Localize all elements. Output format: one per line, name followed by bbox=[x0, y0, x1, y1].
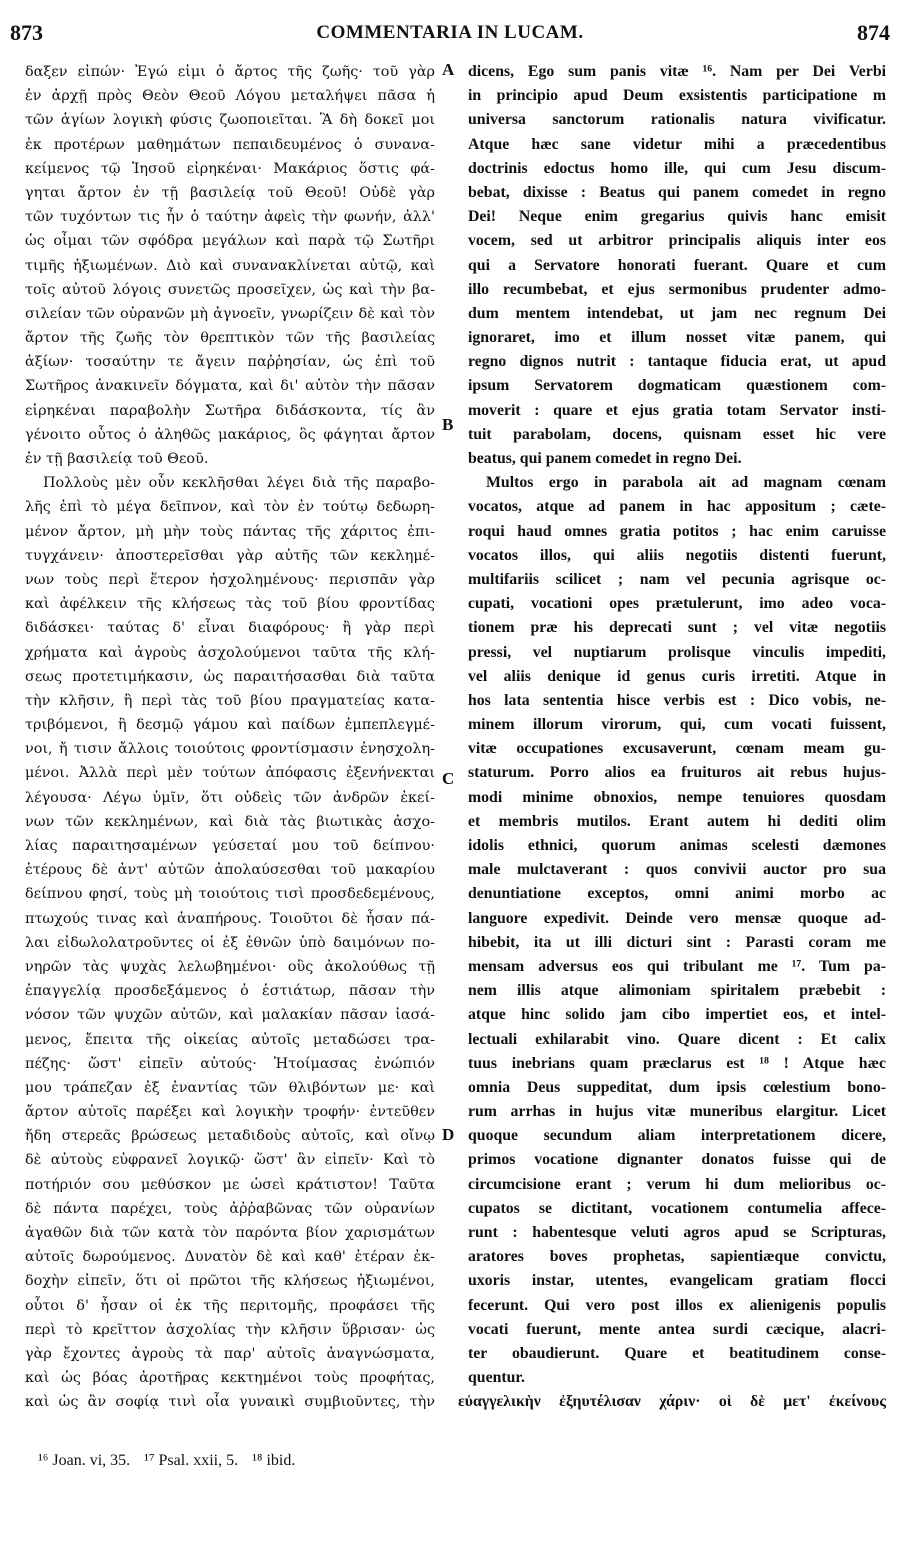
greek-text-line: τυγχάνειν· ἀποστερεῖσθαι γὰρ αὐτῆς τῶν κεκλημέ- bbox=[25, 547, 435, 564]
latin-text-line: dicens, Ego sum panis vitæ ¹⁶. Nam per Dei Verbi bbox=[468, 63, 886, 80]
greek-text-line: δείπνου φησί, τοὺς μὴ τοιούτοις τισὶ προσδεδεμένους, bbox=[25, 886, 435, 903]
latin-text-line: doctrinis edoctus homo ille, qui cum Jesu discum- bbox=[468, 159, 886, 177]
greek-text-line: νόσον τῶν ψυχῶν αὐτῶν, καὶ μαλακίαν πᾶσαν ἰασά- bbox=[25, 1007, 435, 1024]
greek-text-line: νων τῶν κεκλημένων, καὶ διὰ τὰς βιωτικὰς ἀσχο- bbox=[25, 813, 435, 830]
greek-text-line: περὶ τὸ κρεῖττον ἀσχολίας τὴν κλῆσιν ὕβρισαν· ὡς bbox=[25, 1321, 435, 1338]
greek-text-line: Σωτῆρος ἀνακινεῖν δόγματα, καὶ δι' αὐτὸν τὴν πᾶσαν bbox=[25, 378, 435, 395]
latin-text-line: vel aliis denique id genus curis irretiti. Atque in bbox=[468, 667, 886, 685]
latin-text-line: quoque secundum aliam interpretationem dicere, bbox=[468, 1127, 886, 1145]
latin-text-line: atque hinc solido jam cibo impertiet eos, et intel- bbox=[468, 1006, 886, 1024]
greek-text-line: εἰρηκέναι παραβολὴν Σωτῆρα διδάσκοντα, τίς ἂν bbox=[25, 402, 435, 419]
greek-text-line: ἀγαθῶν διὰ τῶν κατὰ τὸν παρόντα βίον χαρισμάτων bbox=[25, 1225, 435, 1241]
latin-text-line: rum arrhas in hujus vitæ muneribus elargitur. Licet bbox=[468, 1103, 886, 1121]
latin-text-line: male mulctaverant : quos convivii auctor pro sua bbox=[468, 861, 886, 879]
page-header bbox=[10, 20, 890, 48]
greek-text-line: δοχὴν εἰπεῖν, ὅτι οἱ πρῶτοι τῆς κλήσεως ἠξιωμένοι, bbox=[25, 1273, 435, 1290]
greek-text-line: δὲ αὐτοὺς εὐφρανεῖ λογικῷ· ὥστ' ἂν εἰπεῖν· Καὶ τὸ bbox=[25, 1152, 435, 1169]
latin-text-line: nem illis atque alimoniam spiritalem præbebit : bbox=[468, 982, 886, 1000]
greek-text-line: δαξεν εἰπών· Ἐγώ εἰμι ὁ ἄρτος τῆς ζωῆς· τοῦ γὰρ bbox=[25, 64, 435, 80]
latin-text-line: primos vocatione dignanter donatos fuisse qui de bbox=[468, 1151, 886, 1169]
latin-text-line: ignoraret, imo et illum nosset vitæ panem, qui bbox=[468, 329, 886, 347]
latin-text-line: Atque hæc sane videtur mihi a præcedentibus bbox=[468, 135, 886, 153]
greek-text-line: λίας παραιτησαμένων γεύσεταί μου τοῦ δείπνου· bbox=[25, 838, 435, 854]
latin-text-line: uxoris instar, utentes, evangelicam gratiam flocci bbox=[468, 1272, 886, 1290]
latin-text-line: Multos ergo in parabola ait ad magnam cœnam bbox=[486, 474, 886, 492]
latin-text-line: aratores boves prophetas, sapientiæque convictu, bbox=[468, 1248, 886, 1266]
latin-text-line: bebat, dixisse : Beatus qui panem comedet in regno bbox=[468, 183, 886, 201]
greek-text-line: ἑτέρους δὲ ἀντ' αὐτῶν ἀπολαύσεσθαι τοῦ μακαρίου bbox=[25, 862, 435, 879]
greek-text-line: κείμενος τῷ Ἰησοῦ εἰρηκέναι· Μακάριος ὅστις φά- bbox=[25, 160, 435, 177]
latin-text-line: hibebit, ita ut illi dicturi sint : Parasti coram me bbox=[468, 933, 886, 951]
running-title: COMMENTARIA IN LUCAM. bbox=[316, 22, 584, 43]
greek-text-line: ἤδη στερεᾶς βρώσεως μεταδιδοὺς αὐτοῖς, καὶ οἴνῳ bbox=[25, 1128, 435, 1145]
greek-text-line: οὗτοι δ' ἦσαν οἱ ἐκ τῆς περιτομῆς, προφάσει τῆς bbox=[25, 1297, 435, 1314]
latin-text-line: circumcisione erant ; verum hi dum melioribus oc- bbox=[468, 1175, 886, 1193]
greek-text-line: καὶ ὡς ἂν σοφίᾳ τινὶ οἷα γυναικὶ συμβιοῦντες, τὴν bbox=[25, 1394, 435, 1411]
footnote: ¹⁶ Joan. vi, 35. bbox=[38, 1452, 131, 1469]
greek-text-line: ἐπαγγελίᾳ προσδεξάμενος ὁ ἑστιάτωρ, πᾶσαν τὴν bbox=[25, 983, 435, 1000]
latin-text-line: minem illorum virorum, qui, cum vocati fuissent, bbox=[468, 716, 886, 734]
greek-text-line: πέζης· ὥστ' εἰπεῖν αὐτούς· Ἡτοίμασας ἐνώπιόν bbox=[25, 1055, 435, 1072]
latin-text-line: fecerunt. Qui vero post illos ex alienigenis populis bbox=[468, 1296, 886, 1314]
latin-text-line: ipsum Servatorem dogmaticam quæstionem com- bbox=[468, 377, 886, 395]
latin-text-line: qui a Servatore honorati fuerant. Quare et cum bbox=[468, 256, 886, 274]
latin-text-line: vocem, sed ut arbitror principalis aliquis inter eos bbox=[468, 232, 886, 250]
latin-text-line: vocatos illos, qui aliis negotiis distenti fuerunt, bbox=[468, 546, 886, 564]
latin-text-line: tuit parabolam, docens, quisnam esset hic vere bbox=[468, 425, 886, 443]
latin-text-line: staturum. Porro alios ea fruituros ait rebus hujus- bbox=[468, 764, 886, 782]
latin-text-line: multifariis scilicet ; nam vel pecunia agrisque oc- bbox=[468, 570, 886, 588]
greek-text-line: καὶ ὡς βόας ἀροτῆρας κεκτημένοι τοὺς προφήτας, bbox=[25, 1370, 435, 1387]
greek-column bbox=[25, 60, 435, 1415]
greek-text-line: νων τοὺς περὶ ἕτερον ἠσχολημένους· περισπᾶν γὰρ bbox=[25, 571, 435, 588]
greek-text-line: χρήματα καὶ ἀγροὺς ἀσχολούμενοι ταῦτα τῆς κλή- bbox=[25, 644, 435, 661]
margin-letter-d: D bbox=[442, 1125, 455, 1144]
greek-text-line: γηται ἄρτον ἐν τῇ βασιλείᾳ τοῦ Θεοῦ! Οὐδὲ γὰρ bbox=[25, 184, 435, 201]
latin-text-line: illo recumbebat, et ejus sermonibus prudenter admo- bbox=[468, 280, 886, 298]
latin-text-line: tuus inebrians quam præclarus est ¹⁸ ! Atque hæc bbox=[468, 1054, 886, 1072]
footnote: ¹⁷ Psal. xxii, 5. bbox=[144, 1452, 239, 1469]
latin-text-line: pressi, vel nuptiarum prolisque vinculis impediti, bbox=[468, 643, 886, 661]
latin-text-line: lectuali exhilarabit vino. Quare dicent : Et calix bbox=[468, 1030, 886, 1048]
greek-text-line: μου τράπεζαν ἐξ ἐναντίας τῶν θλιβόντων με· καὶ bbox=[25, 1079, 435, 1096]
latin-text-line: roqui haud omnes gratia potitos ; hac enim caruisse bbox=[468, 522, 886, 540]
greek-text-line: τιμῆς ἠξιωμένων. Διὸ καὶ συνανακλίνεται αὐτῷ, καὶ bbox=[25, 257, 435, 274]
latin-text-line: idolis ethnici, quorum animas scelesti dæmones bbox=[468, 837, 886, 854]
latin-text-line: et membris mutilos. Erant autem hi dediti olim bbox=[468, 812, 886, 830]
latin-text-line: universa sanctorum rationalis natura vivificatur. bbox=[468, 111, 886, 129]
greek-text-line: αὐτοῖς δωρούμενος. Δυνατὸν δὲ καὶ καθ' ἑτέραν ἐκ- bbox=[25, 1249, 435, 1266]
latin-text-line: cupati, vocationi opes prætulerunt, imo adeo voca- bbox=[468, 595, 886, 613]
greek-text-line: λαι εἰδωλολατροῦντες οἱ ἐξ ἐθνῶν ὑπὸ δαιμόνων πο- bbox=[25, 934, 435, 951]
greek-text-line: σιλείαν τῶν οὐρανῶν μὴ ἀγνοεῖν, γνωρίζειν δὲ καὶ τὸν bbox=[25, 305, 435, 322]
latin-text-line: runt : habentesque veluti agros apud se Scripturas, bbox=[468, 1224, 886, 1241]
margin-letter-a: A bbox=[442, 60, 455, 79]
page-number-left: 873 bbox=[10, 20, 43, 45]
latin-text-line: cupatos se dictitant, vocationem contumelia affece- bbox=[468, 1199, 886, 1217]
greek-text-line: νηρῶν τὰς ψυχὰς λελωβημένοι· οὓς ἀκολούθως τῇ bbox=[25, 958, 435, 975]
latin-text-line: in principio apud Deum exsistentis participatione m bbox=[468, 87, 886, 105]
latin-text-line: beatus, qui panem comedet in regno Dei. bbox=[468, 450, 742, 467]
latin-text-line: moverit : quare et ejus gratia totam Servator insti- bbox=[468, 401, 886, 419]
greek-text-line: μένον ἄρτον, μὴ μὴν τοὺς πάντας τῆς χάριτος ἐπι- bbox=[25, 523, 435, 540]
greek-text-line: ἄρτον τῆς ζωῆς τὸν θρεπτικὸν τῶν τῆς βασιλείας bbox=[25, 330, 435, 347]
latin-text-line: vocati fuerunt, mente antea surdi cæcique, alacri- bbox=[468, 1320, 886, 1338]
greek-text-line: γὰρ ἔχοντες ἀγροὺς τὰ παρ' αὐτοῖς ἀναγνώσματα, bbox=[25, 1345, 435, 1362]
latin-text-line: Dei! Neque enim gregarius quivis hanc emisit bbox=[468, 208, 886, 226]
greek-text-line: λῆς ἐπὶ τὸ μέγα δεῖπνον, καὶ τὸν ἐν τούτῳ δεδωρη- bbox=[25, 499, 435, 516]
latin-text-line: dum mentem intendebat, ut jam nec regnum Dei bbox=[468, 304, 886, 322]
greek-text-line: Πολλοὺς μὲν οὖν κεκλῆσθαι λέγει διὰ τῆς παραβο- bbox=[43, 475, 435, 492]
latin-text-line: regno dignos nutrit : tantaque fiducia erat, ut apud bbox=[468, 353, 886, 371]
greek-text-line: ἐν τῇ βασιλείᾳ τοῦ Θεοῦ. bbox=[25, 451, 209, 467]
greek-text-line: μένοι. Ἀλλὰ περὶ μὲν τούτων ἀπόφασις ἐξενήνεκται bbox=[25, 765, 435, 782]
latin-text-line: omnia Deus suppeditat, dum ipsis cœlestium bono- bbox=[468, 1078, 886, 1096]
greek-text-line: ἐκ προτέρων μαθημάτων πεπαιδευμένος ὁ συνανα- bbox=[25, 136, 435, 153]
greek-text-line: τὴν κλῆσιν, ἢ περὶ τὰς τοῦ βίου πραγματείας κατα- bbox=[25, 692, 435, 709]
greek-text-line: ἄρτον αὐτοῖς παρέξει καὶ λογικὴν τροφήν· ἐντεῦθεν bbox=[25, 1104, 435, 1121]
greek-text-line: ἀξίων· τοσαύτην τε ἄγειν παῤῥησίαν, ὡς ἐπὶ τοῦ bbox=[25, 354, 435, 371]
greek-text-line: νοι, ἤ τισιν ἄλλοις τοιούτοις φροντίσμασιν ἐνησχολη- bbox=[25, 741, 435, 758]
latin-column bbox=[458, 60, 886, 1415]
latin-text-line: hos lata sententia hisce verbis est : Dico vobis, ne- bbox=[468, 691, 886, 709]
greek-text-line: γένοιτο οὗτος ὁ ἀληθῶς μακάριος, ὃς φάγηται ἄρτον bbox=[25, 426, 435, 443]
greek-text-line: λέγουσα· Λέγω ὑμῖν, ὅτι οὐδεὶς τῶν ἀνδρῶν ἐκεί- bbox=[25, 789, 435, 806]
latin-text-line: modi minime obnoxios, nempe tenuiores quosdam bbox=[468, 788, 886, 806]
footnote: ¹⁸ ibid. bbox=[252, 1452, 296, 1469]
footnotes bbox=[38, 1452, 305, 1470]
greek-text-line: πτωχούς τινας καὶ ἀναπήρους. Τοιοῦτοι δὲ ἦσαν πά- bbox=[25, 910, 435, 927]
latin-text-line: denuntiatione exceptos, omni animi morbo ac bbox=[468, 885, 886, 903]
greek-text-line: ἐν ἀρχῇ πρὸς Θεὸν Θεοῦ Λόγου μεταλήψει πᾶσα ἡ bbox=[25, 88, 435, 105]
page-number-right: 874 bbox=[857, 20, 890, 45]
greek-text-line: σεως προτετιμήκασιν, ὡς παραιτήσασθαι διὰ ταῦτα bbox=[25, 668, 435, 685]
latin-text-line: vocatos, atque ad panem in hac appositum ; cæte- bbox=[468, 498, 886, 516]
greek-text-line: τῶν τυχόντων τις ἦν ὁ ταύτην ἀφεὶς τὴν φωνήν, ἀλλ' bbox=[25, 209, 435, 226]
greek-text-line: δὲ πάντα παρέχει, τοὺς ἀῤῥαβῶνας τῶν οὐρανίων bbox=[25, 1200, 435, 1217]
latin-text-line: mensam adversus eos qui tribulant me ¹⁷. Tum pa- bbox=[468, 957, 886, 975]
latin-text-line: vitæ occupationes excusaverunt, cœnam meam gu- bbox=[468, 740, 886, 758]
greek-text-line: διδάσκει· ταύτας δ' εἶναι διαφόρους· ἢ γὰρ περὶ bbox=[25, 620, 435, 637]
greek-text-line: τριβόμενοι, ἢ δεσμῷ γάμου καὶ παίδων ἐμπεπλεγμέ- bbox=[25, 717, 435, 734]
latin-text-line: tionem præ his deprecati sunt ; vel vitæ negotiis bbox=[468, 619, 886, 637]
greek-text-line: τοῖς αὐτοῦ λόγοις συνετῶς προσεῖχεν, ὡς καὶ τὴν βα- bbox=[25, 281, 435, 298]
greek-text-line: ποτήριόν σου μεθύσκον με ὡσεὶ κράτιστον! Ταῦτα bbox=[25, 1176, 435, 1193]
greek-text-line: τῶν ἁγίων λογικὴ φύσις ζωοποιεῖται. Ἃ δὴ δοκεῖ μοι bbox=[25, 112, 435, 129]
latin-text-line: ter obaudierunt. Quare et beatitudinem conse- bbox=[468, 1344, 886, 1362]
margin-letter-c: C bbox=[442, 769, 455, 788]
greek-text-line: μενος, ἔπειτα τῆς οἰκείας αὐτοῖς μεταδώσει τρα- bbox=[25, 1031, 435, 1048]
greek-text-line: ὡς οἶμαι τῶν σφόδρα μεγάλων καὶ παρὰ τῷ Σωτῆρι bbox=[25, 233, 435, 250]
latin-text-line: languore expedivit. Deinde vero mensæ quoque ad- bbox=[468, 909, 886, 927]
margin-letter-b: B bbox=[442, 415, 454, 434]
latin-text-line: εὐαγγελικὴν ἐξηυτέλισαν χάριν· οἱ δὲ μετ' ἐκείνους bbox=[458, 1393, 886, 1411]
latin-text-line: quentur. bbox=[468, 1369, 525, 1387]
greek-text-line: καὶ ἀφέλκειν τῆς κλήσεως τὰς τοῦ βίου φροντίδας bbox=[25, 596, 435, 613]
